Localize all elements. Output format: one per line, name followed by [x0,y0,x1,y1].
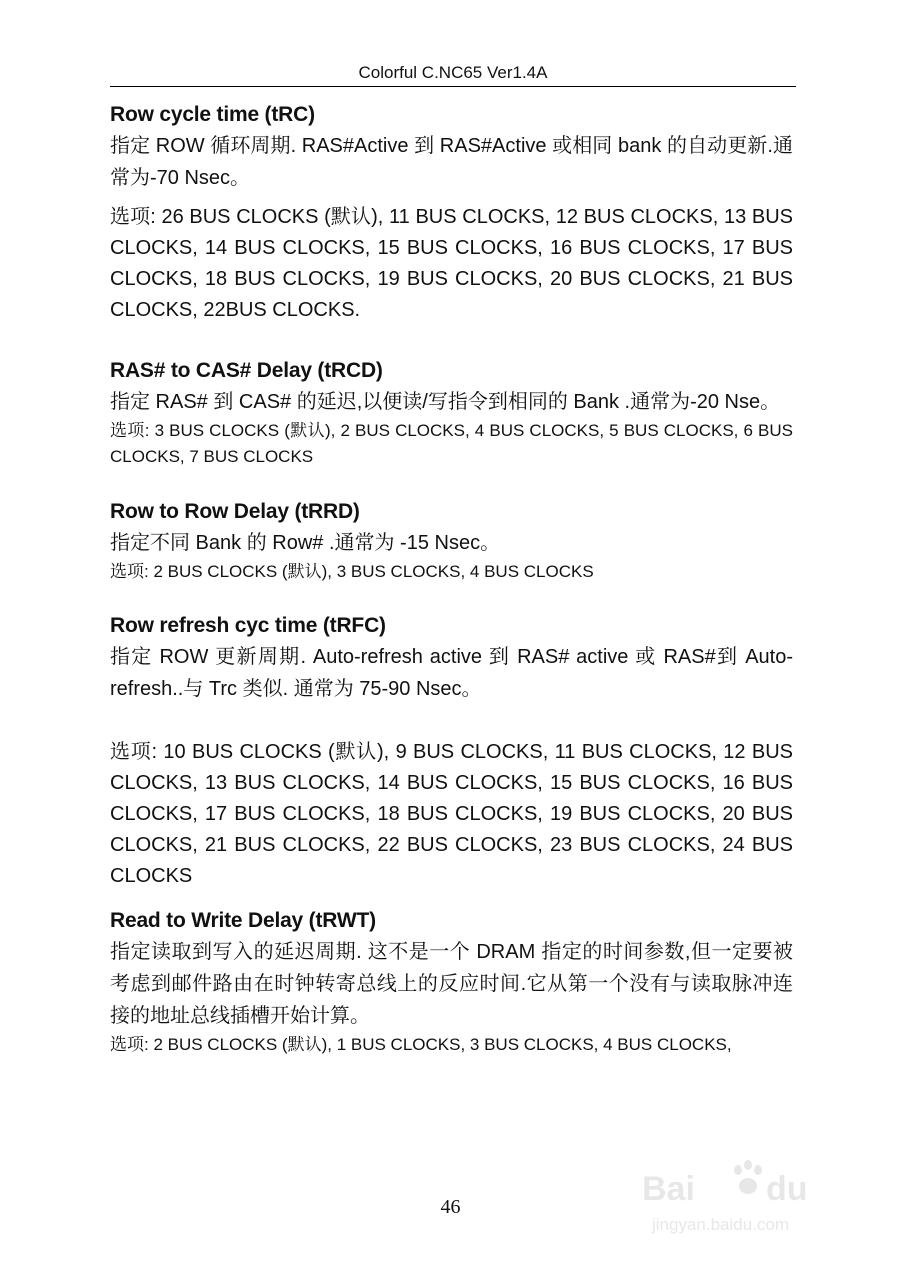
section-trc [110,100,793,326]
page-number: 46 [440,1196,461,1218]
section-options: 选项: 2 BUS CLOCKS (默认), 3 BUS CLOCKS, 4 BUS CLOCKS [110,562,594,581]
section-title: Row to Row Delay (tRRD) [110,500,360,523]
section-description: 指定 RAS# 到 CAS# 的延迟,以便读/写指令到相同的 Bank .通常为-20 Nse。 [110,391,781,413]
watermark-url: jingyan.baidu.com [652,1215,790,1234]
section-title: Read to Write Delay (tRWT) [110,909,376,932]
page-header [110,60,796,87]
document-title: Colorful C.NC65 Ver1.4A [358,63,548,82]
baidu-jingyan-watermark [640,1150,850,1240]
spacer [110,705,793,737]
section-description: 指定不同 Bank 的 Row# .通常为 -15 Nsec。 [110,532,501,554]
section-trrd [110,497,793,585]
svg-text:Bai: Bai [642,1170,695,1208]
section-trcd [110,356,793,470]
section-title: Row refresh cyc time (tRFC) [110,614,386,637]
section-title: Row cycle time (tRC) [110,103,315,126]
section-description: 指定 ROW 循环周期. RAS#Active 到 RAS#Active 或相同 bank 的自动更新.通常为-70 Nsec。 [110,135,793,189]
section-trwt [110,906,793,1058]
document-body [110,100,793,1058]
section-trfc [110,611,793,892]
section-options: 选项: 26 BUS CLOCKS (默认), 11 BUS CLOCKS, 12 BUS CLOCKS, 13 BUS CLOCKS, 14 BUS CLOCKS, 15 BUS CLOCKS, 16 BUS CLOCKS, 17 BUS CLOCKS, 18 BUS CLOCKS, 19 BUS CLOCKS, 20 BUS CLOCKS, 21 BUS CLOCKS, 22BUS CLOCKS. [110,206,793,321]
paw-icon [734,1160,762,1194]
section-options: 选项: 2 BUS CLOCKS (默认), 1 BUS CLOCKS, 3 BUS CLOCKS, 4 BUS CLOCKS, [110,1035,732,1054]
section-options: 选项: 3 BUS CLOCKS (默认), 2 BUS CLOCKS, 4 BUS CLOCKS, 5 BUS CLOCKS, 6 BUS CLOCKS, 7 BUS CLOCKS [110,421,793,466]
section-description: 指定读取到写入的延迟周期. 这不是一个 DRAM 指定的时间参数,但一定要被考虑到邮件路由在时钟转寄总线上的反应时间.它从第一个没有与读取脉冲连接的地址总线插槽开始计算。 [110,941,793,1027]
section-title: RAS# to CAS# Delay (tRCD) [110,359,383,382]
section-options: 选项: 10 BUS CLOCKS (默认), 9 BUS CLOCKS, 11 BUS CLOCKS, 12 BUS CLOCKS, 13 BUS CLOCKS, 14 BUS CLOCKS, 15 BUS CLOCKS, 16 BUS CLOCKS, 17 BUS CLOCKS, 18 BUS CLOCKS, 19 BUS CLOCKS, 20 BUS CLOCKS, 21 BUS CLOCKS, 22 BUS CLOCKS, 23 BUS CLOCKS, 24 BUS CLOCKS [110,741,793,887]
section-description: 指定 ROW 更新周期. Auto-refresh active 到 RAS# active 或 RAS#到 Auto-refresh..与 Trc 类似. 通常为 75-90 Nsec。 [110,646,793,700]
svg-text:du: du [766,1170,808,1208]
